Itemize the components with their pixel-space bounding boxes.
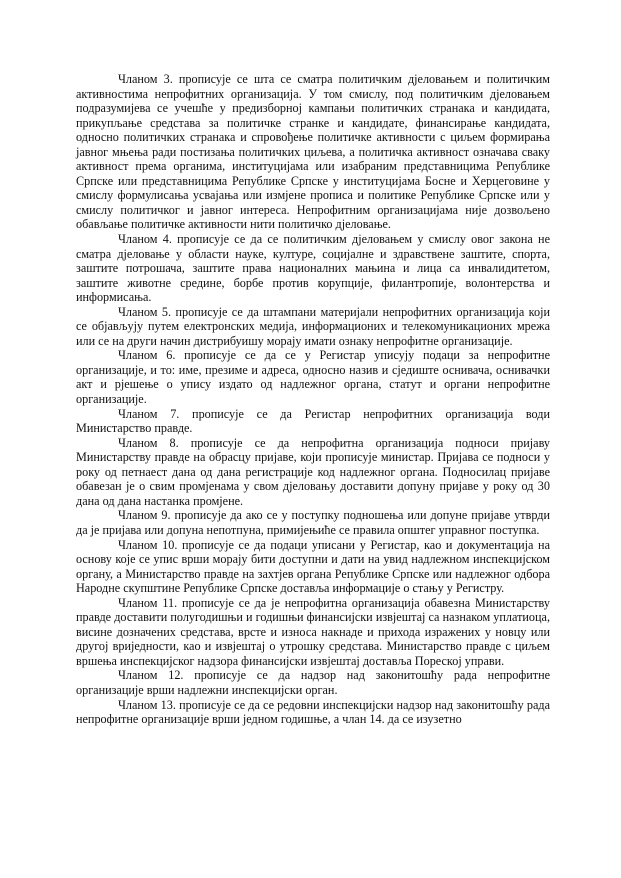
- paragraph-article-8: Чланом 8. прописује се да непрофитна организација подноси пријаву Министарству правде на обрасцу пријаве, који прописује министар. Пријава се подноси у року од петнаест дана од дана регистрације код надлежног органа. Подносилац пријаве обавезан је о свим промјенама у свом дјеловању доставити допуну пријаве у року од 30 дана од дана настанка промјене.: [76, 435, 550, 508]
- document-body: [76, 72, 550, 727]
- paragraph-article-10: Чланом 10. прописује се да подаци уписани у Регистар, као и документација на основу које се упис врши морају бити доступни и дати на увид надлежном инспекцијском органу, а Министарство правде на захтјев органа Републике Српске или надлежног одбора Народне скупштине Републике Српске доставља информације о стању у Регистру.: [76, 537, 550, 596]
- paragraph-article-9: Чланом 9. прописује да ако се у поступку подношења или допуне пријаве утврди да је пријава или допуна непотпуна, примијењиће се правила општег управног поступка.: [76, 508, 550, 537]
- paragraph-article-7: Чланом 7. прописује се да Регистар непрофитних организација води Министарство правде.: [76, 406, 550, 436]
- paragraph-article-12: Чланом 12. прописује се да надзор над законитошћу рада непрофитне организације врши надлежни инспекцијски орган.: [76, 668, 550, 697]
- paragraph-article-6: Чланом 6. прописује се да се у Регистар уписују подаци за непрофитне организације, и то: име, презиме и адреса, односно назив и сједиште оснивача, оснивачки акт и рјешење о упису издато од надлежног органа, статут и органи непрофитне организације.: [76, 348, 550, 407]
- paragraph-article-5: Чланом 5. прописује се да штампани материјали непрофитних организација који се објављују путем електронских медија, информационих и телекомуникационих мрежа или се на други начин дистрибуишу морају имати ознаку непрофитне организације.: [76, 304, 550, 348]
- paragraph-article-11: Чланом 11. прописује се да је непрофитна организација обавезна Министарству правде доставити полугодишњи и годишњи финансијски извјештај са назнаком уплатиоца, висине дозначених средстава, врсте и износа накнаде и прихода изражених у новцу или другој вриједности, као и извјештај о утрошку средстава. Министарство правде с циљем вршења инспекцијског надзора финансијски извјештај доставља Пореској управи.: [76, 595, 550, 668]
- paragraph-article-3: Чланом 3. прописује се шта се сматра политичким дјеловањем и политичким активностима непрофитних организација. У том смислу, под политичким дјеловањем подразумијева се учешће у предизборној кампањи политичких странака и кандидата, прикупљање средстава за политичке странке и кандидате, финансирање кандидата, односно политичких странака и спровођење политичке активности с циљем формирања јавног мњења ради постизања политичких циљева, а политичка активност означава сваку активност према органима, институцијама или изабраним представницима Републике Српске или представницима Републике Српске у институцијама Босне и Херцеговине у смислу формулисања усвајања или измјене прописа и политике Републике Српске или у смислу политичког и јавног интереса. Непрофитним организацијама није дозвољено обављање политичке активности нити политичко дјеловање.: [76, 72, 550, 232]
- paragraph-article-4: Чланом 4. прописује се да се политичким дјеловањем у смислу овог закона не сматра дјеловање у области науке, културе, социјалне и здравствене заштите, спорта, заштите потрошача, заштите права националних мањина и лица са инвалидитетом, заштите животне средине, борбе против корупције, филантропије, волонтерства и информисања.: [76, 232, 550, 305]
- paragraph-article-13: Чланом 13. прописује се да се редовни инспекцијски надзор над законитошћу рада непрофитне организације врши једном годишње, а члан 14. да се изузетно: [76, 697, 550, 727]
